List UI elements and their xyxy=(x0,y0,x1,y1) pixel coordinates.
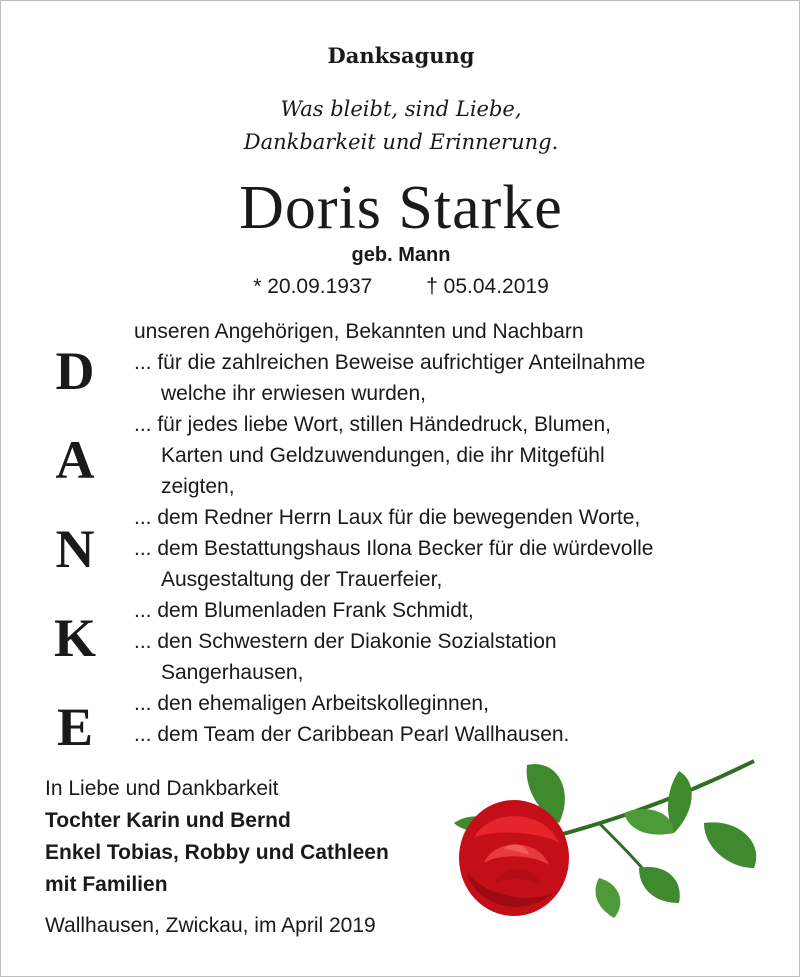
thanks-line: Karten und Geldzuwendungen, die ihr Mitgefühl xyxy=(161,444,605,467)
signature-name: Tochter Karin und Bernd xyxy=(45,809,291,832)
born-name: geb. Mann xyxy=(351,244,451,266)
thanks-line: ... dem Bestattungshaus Ilona Becker für die würdevolle xyxy=(134,537,654,560)
motto xyxy=(1,93,800,159)
danke-letter: D xyxy=(55,341,95,401)
thanks-line: unseren Angehörigen, Bekannten und Nachbarn xyxy=(134,320,584,343)
death-date: † 05.04.2019 xyxy=(426,275,549,298)
signature xyxy=(45,773,389,901)
thanks-line: ... den Schwestern der Diakonie Sozialstation xyxy=(134,630,557,653)
danke-letter: K xyxy=(53,608,96,668)
danke-letter: N xyxy=(55,519,95,579)
thanks-text xyxy=(134,316,784,750)
thanks-line: ... für jedes liebe Wort, stillen Händedruck, Blumen, xyxy=(134,413,612,436)
rose-image xyxy=(449,753,779,923)
motto-line-2: Dankbarkeit und Erinnerung. xyxy=(243,130,559,154)
place-date: Wallhausen, Zwickau, im April 2019 xyxy=(45,914,376,937)
motto-line-1: Was bleibt, sind Liebe, xyxy=(280,97,522,121)
thanks-line: welche ihr erwiesen wurden, xyxy=(161,382,426,405)
thanks-line: ... dem Blumenladen Frank Schmidt, xyxy=(134,599,474,622)
signature-name: mit Familien xyxy=(45,873,168,896)
thanks-line: zeigten, xyxy=(161,475,235,498)
deceased-name: Doris Starke xyxy=(239,174,563,242)
thanks-line: ... den ehemaligen Arbeitskolleginnen, xyxy=(134,692,489,715)
danke-vertical xyxy=(45,336,105,781)
heading: Danksagung xyxy=(327,43,475,68)
thanks-line: ... dem Team der Caribbean Pearl Wallhausen. xyxy=(134,723,570,746)
signature-intro: In Liebe und Dankbarkeit xyxy=(45,777,279,800)
thanks-line: ... dem Redner Herrn Laux für die bewegenden Worte, xyxy=(134,506,641,529)
birth-date: * 20.09.1937 xyxy=(253,275,373,298)
life-dates xyxy=(1,275,800,299)
danke-letter: A xyxy=(55,430,95,490)
thanks-line: ... für die zahlreichen Beweise aufrichtiger Anteilnahme xyxy=(134,351,646,374)
signature-name: Enkel Tobias, Robby und Cathleen xyxy=(45,841,389,864)
thanks-line: Sangerhausen, xyxy=(161,661,304,684)
danke-letter: E xyxy=(56,697,94,757)
thanks-line: Ausgestaltung der Trauerfeier, xyxy=(161,568,443,591)
